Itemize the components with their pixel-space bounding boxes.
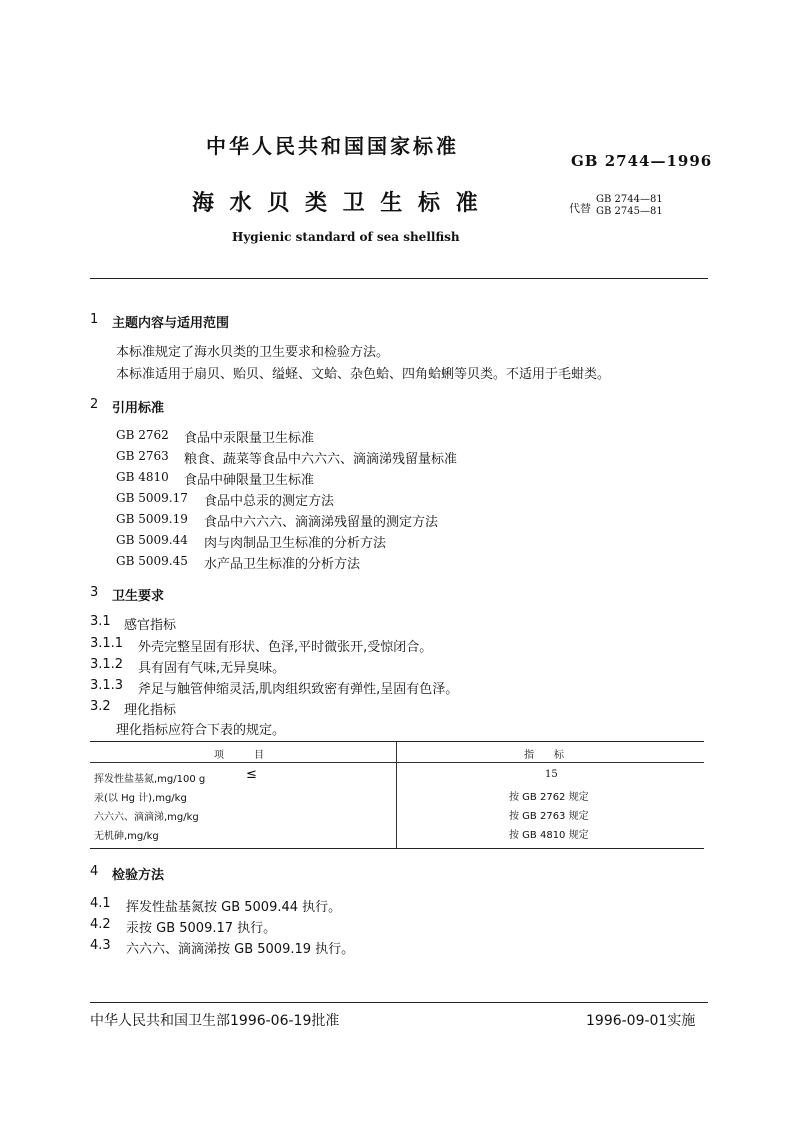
table-cell-value: 按 GB 2762 规定: [509, 792, 589, 803]
reference-code: GB 5009.44: [116, 533, 188, 547]
reference-name: 食品中砷限量卫生标准: [184, 473, 315, 488]
method-number: 4.3: [90, 938, 111, 953]
reference-name: 水产品卫生标准的分析方法: [204, 557, 361, 572]
reference-code: GB 5009.17: [116, 491, 188, 505]
reference-code: GB 5009.19: [116, 512, 188, 526]
reference-code: GB 5009.45: [116, 554, 188, 568]
table-cell-item: 无机砷,mg/kg: [94, 831, 159, 842]
section-4-number: 4: [90, 864, 99, 879]
approval-line: 中华人民共和国卫生部1996-06-19批准: [90, 1013, 340, 1029]
clause-text: 外壳完整呈固有形状、色泽,平时微张开,受惊闭合。: [138, 640, 433, 655]
subsection-3-2-title: 理化指标: [124, 703, 177, 718]
reference-name: 食品中总汞的测定方法: [204, 494, 335, 509]
table-bottom-rule: [90, 848, 704, 849]
table-cell-value: 按 GB 2763 规定: [509, 811, 589, 822]
table-cell-symbol: ≤: [246, 767, 257, 782]
clause-number: 3.1.2: [90, 657, 124, 672]
method-text: 六六六、滴滴涕按 GB 5009.19 执行。: [126, 942, 355, 957]
table-header-rule: [90, 762, 704, 763]
document-title: 海 水 贝 类 卫 生 标 准: [192, 191, 482, 216]
standard-code: GB 2744—1996: [571, 152, 713, 170]
reference-code: GB 2763: [116, 449, 169, 463]
reference-code: GB 2762: [116, 428, 169, 442]
subsection-3-1-number: 3.1: [90, 614, 111, 629]
section-4-title: 检验方法: [112, 868, 165, 883]
table-top-rule: [90, 741, 704, 742]
method-text: 挥发性盐基氮按 GB 5009.44 执行。: [126, 900, 342, 915]
clause-number: 3.1.1: [90, 636, 124, 651]
section-3-title: 卫生要求: [112, 589, 165, 604]
reference-name: 食品中汞限量卫生标准: [184, 431, 315, 446]
reference-name: 肉与肉制品卫生标准的分析方法: [204, 536, 387, 551]
national-standard-heading: 中华人民共和国国家标准: [206, 134, 459, 158]
method-number: 4.1: [90, 896, 111, 911]
clause-text: 斧足与触管伸缩灵活,肌肉组织致密有弹性,呈固有色泽。: [138, 682, 459, 697]
table-cell-item: 六六六、滴滴涕,mg/kg: [94, 812, 199, 823]
table-intro: 理化指标应符合下表的规定。: [116, 723, 286, 738]
section-2-title: 引用标准: [112, 401, 165, 416]
table-cell-item: 挥发性盐基氮,mg/100 g: [94, 774, 206, 785]
method-text: 汞按 GB 5009.17 执行。: [126, 921, 277, 936]
clause-text: 具有固有气味,无异臭味。: [138, 661, 286, 676]
table-cell-value: 按 GB 4810 规定: [509, 830, 589, 841]
section-1-number: 1: [90, 312, 99, 327]
reference-code: GB 4810: [116, 470, 169, 484]
replaced-standard-2: GB 2745—81: [596, 206, 663, 217]
section-1-title: 主题内容与适用范围: [112, 316, 230, 331]
section-1-paragraph-2: 本标准适用于扇贝、贻贝、缢蛏、文蛤、杂色蛤、四角蛤蜊等贝类。不适用于毛蚶类。: [116, 367, 611, 382]
table-cell-value: 15: [545, 769, 558, 780]
implementation-date: 1996-09-01实施: [586, 1013, 696, 1029]
section-1-paragraph-1: 本标准规定了海水贝类的卫生要求和检验方法。: [116, 345, 390, 360]
reference-name: 粮食、蔬菜等食品中六六六、滴滴涕残留量标准: [184, 452, 458, 467]
footer-rule: [90, 1002, 708, 1003]
table-header-item: 项 目: [214, 750, 264, 761]
subsection-3-2-number: 3.2: [90, 699, 111, 714]
subsection-3-1-title: 感官指标: [124, 618, 177, 633]
section-3-number: 3: [90, 585, 99, 600]
clause-number: 3.1.3: [90, 678, 124, 693]
table-cell-item: 汞(以 Hg 计),mg/kg: [94, 793, 187, 804]
replaced-standard-1: GB 2744—81: [596, 194, 663, 205]
table-header-index: 指 标: [524, 750, 564, 761]
table-column-divider: [396, 741, 397, 848]
header-rule: [90, 278, 708, 279]
section-2-number: 2: [90, 397, 99, 412]
replace-label: 代替: [569, 202, 591, 215]
english-title: Hygienic standard of sea shellfish: [232, 230, 460, 244]
method-number: 4.2: [90, 917, 111, 932]
reference-name: 食品中六六六、滴滴涕残留量的测定方法: [204, 515, 439, 530]
